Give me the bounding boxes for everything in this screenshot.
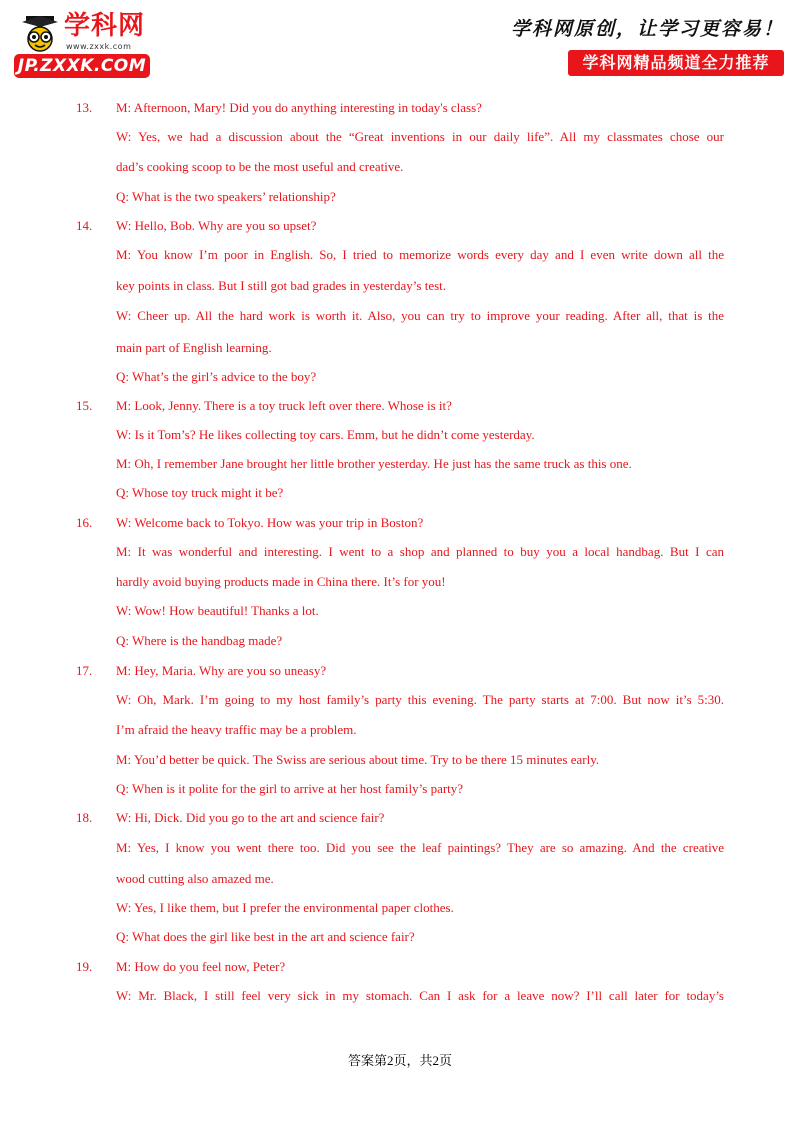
dialogue-line: W: Cheer up. All the hard work is worth it. Also, you can try to improve your reading. After all, that is the: [116, 308, 724, 323]
question-number: 16.: [76, 515, 93, 530]
dialogue-line: M: You know I’m poor in English. So, I tried to memorize words every day and I even write down all the: [116, 247, 724, 262]
logo-badge: JP.ZXXK.COM: [14, 54, 150, 78]
question-number: 19.: [76, 959, 93, 974]
dialogue-line: W: Wow! How beautiful! Thanks a lot.: [116, 603, 319, 618]
recommend-banner[interactable]: 学科网精品频道全力推荐: [568, 50, 784, 76]
dialogue-line: M: Hey, Maria. Why are you so uneasy?: [116, 663, 327, 678]
dialogue-line: Q: What is the two speakers’ relationship?: [116, 189, 336, 204]
dialogue-line: Q: Where is the handbag made?: [116, 633, 283, 648]
question-number: 14.: [76, 218, 93, 233]
dialogue-line: Q: What’s the girl’s advice to the boy?: [116, 369, 317, 384]
page-header: [0, 0, 800, 90]
dialogue-line: wood cutting also amazed me.: [116, 871, 274, 886]
dialogue-line: M: How do you feel now, Peter?: [116, 959, 286, 974]
question-number: 17.: [76, 663, 93, 678]
dialogue-line: M: Yes, I know you went there too. Did you see the leaf paintings? They are so amazing. And the creative: [116, 840, 724, 855]
dialogue-line: M: Afternoon, Mary! Did you do anything interesting in today's class?: [116, 100, 482, 115]
header-slogan: 学科网原创，让学习更容易！: [510, 18, 784, 40]
dialogue-line: M: Look, Jenny. There is a toy truck left over there. Whose is it?: [116, 398, 452, 413]
dialogue-line: M: Oh, I remember Jane brought her little brother yesterday. He just has the same truck as this one.: [116, 456, 632, 471]
dialogue-line: W: Yes, I like them, but I prefer the environmental paper clothes.: [116, 900, 454, 915]
dialogue-line: M: You’d better be quick. The Swiss are serious about time. Try to be there 15 minutes early.: [116, 752, 600, 767]
question-number: 15.: [76, 398, 93, 413]
logo-url: www.zxxk.com: [66, 42, 132, 51]
dialogue-line: M: It was wonderful and interesting. I went to a shop and planned to buy you a local handbag. But I can: [116, 544, 724, 559]
question-number: 13.: [76, 100, 93, 115]
question-number: 18.: [76, 810, 93, 825]
dialogue-line: I’m afraid the heavy traffic may be a problem.: [116, 722, 357, 737]
dialogue-line: main part of English learning.: [116, 340, 272, 355]
dialogue-line: W: Is it Tom’s? He likes collecting toy cars. Emm, but he didn’t come yesterday.: [116, 427, 535, 442]
dialogue-line: dad’s cooking scoop to be the most useful and creative.: [116, 159, 404, 174]
dialogue-line: Q: Whose toy truck might it be?: [116, 485, 284, 500]
owl-mascot-icon: [20, 14, 60, 52]
dialogue-line: W: Welcome back to Tokyo. How was your trip in Boston?: [116, 515, 424, 530]
dialogue-line: hardly avoid buying products made in China there. It’s for you!: [116, 574, 446, 589]
logo-text: 学科网: [64, 11, 146, 41]
dialogue-line: W: Yes, we had a discussion about the “Great inventions in our daily life”. All my classmates chose our: [116, 129, 724, 144]
dialogue-line: W: Mr. Black, I still feel very sick in my stomach. Can I ask for a leave now? I’ll call later for today’s: [116, 988, 724, 1003]
site-logo[interactable]: [14, 10, 154, 82]
dialogue-line: W: Hello, Bob. Why are you so upset?: [116, 218, 317, 233]
dialogue-line: W: Hi, Dick. Did you go to the art and science fair?: [116, 810, 385, 825]
dialogue-line: Q: When is it polite for the girl to arrive at her host family’s party?: [116, 781, 464, 796]
dialogue-line: key points in class. But I still got bad grades in yesterday’s test.: [116, 278, 447, 293]
page-footer: 答案第2页，共2页: [347, 1053, 452, 1068]
dialogue-line: Q: What does the girl like best in the art and science fair?: [116, 929, 415, 944]
dialogue-line: W: Oh, Mark. I’m going to my host family’s party this evening. The party starts at 7:00. But now it’s 5:30.: [116, 692, 724, 707]
